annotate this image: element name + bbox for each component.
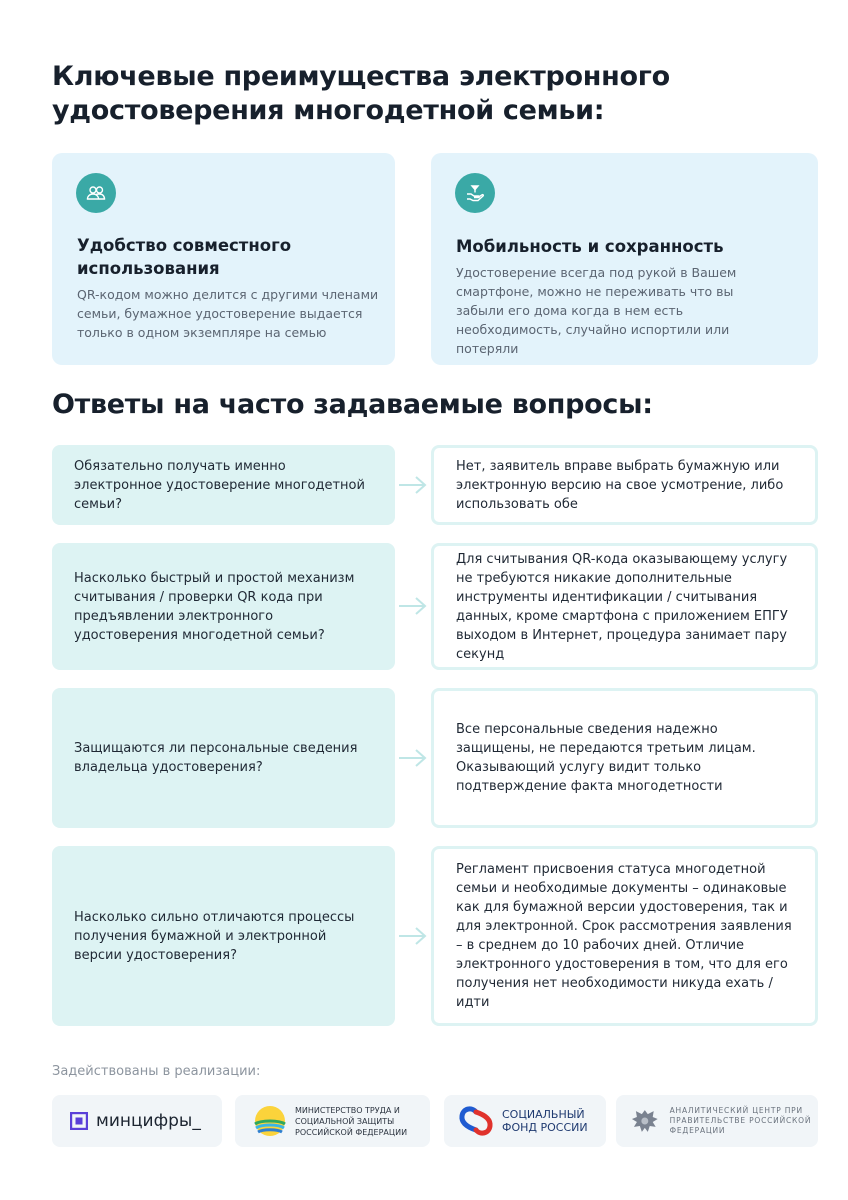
faq-question — [52, 846, 395, 1026]
faq-question-text: Защищаются ли персональные сведения владельца удостоверения? — [74, 741, 358, 775]
advantage-card-mobility — [431, 153, 818, 365]
advantage-title: Удобство совместного использования — [77, 236, 292, 278]
faq-answer — [431, 688, 818, 828]
faq-answer — [431, 846, 818, 1026]
faq-answer-text: Для считывания QR-кода оказывающему услугу не требуются никакие дополнительные инструменты идентификации / считывания данных, кроме смартфона с приложением ЕПГУ выходом в Интернет, процедура занимает пару секунд — [456, 551, 788, 662]
partners-label: Задействованы в реализации: — [52, 1064, 261, 1079]
arrow-right-icon — [395, 746, 431, 770]
faq-title: Ответы на часто задаваемые вопросы: — [52, 389, 653, 420]
arrow-right-icon — [395, 473, 431, 497]
partner-name: минцифры_ — [96, 1111, 201, 1131]
partner-name: МИНИСТЕРСТВО ТРУДА И СОЦИАЛЬНОЙ ЗАЩИТЫ РОССИЙСКОЙ ФЕДЕРАЦИИ — [295, 1105, 408, 1137]
advantage-text: Удостоверение всегда под рукой в Вашем смартфоне, можно не переживать что вы забыли его дома когда в нем есть необходимость, случайно испортили или потеряли — [456, 265, 737, 356]
hand-heart-icon — [455, 173, 495, 213]
partner-name: АНАЛИТИЧЕСКИЙ ЦЕНТР ПРИ ПРАВИТЕЛЬСТВЕ РОССИЙСКОЙ ФЕДЕРАЦИИ — [669, 1106, 812, 1135]
faq-question — [52, 543, 395, 670]
faq-answer-text: Регламент присвоения статуса многодетной семьи и необходимые документы – одинаковые как для бумажной версии удостоверения, так и для электронной. Срок рассмотрения заявления – в среднем до 10 рабочих дней. Отличие электронного удостоверения в том, что для его получения нет необходимости никуда ехать / идти — [456, 862, 792, 1010]
faq-question-text: Насколько сильно отличаются процессы получения бумажной и электронной версии удостоверения? — [74, 909, 355, 963]
advantage-title: Мобильность и сохранность — [456, 237, 724, 256]
faq-answer-text: Нет, заявитель вправе выбрать бумажную или электронную версию на свое усмотрение, либо использовать обе — [456, 458, 784, 512]
faq-question-text: Обязательно получать именно электронное удостоверение многодетной семьи? — [74, 458, 365, 512]
faq-question — [52, 688, 395, 828]
arrow-right-icon — [395, 594, 431, 618]
arrow-right-icon — [395, 924, 431, 948]
advantage-card-sharing — [52, 153, 395, 365]
sfr-logo — [458, 1104, 494, 1138]
advantage-text: QR-кодом можно делится с другими членами семьи, бумажное удостоверение выдается только в одном экземпляре на семью — [77, 287, 379, 340]
faq-question — [52, 445, 395, 525]
partner-mincifry — [52, 1095, 222, 1147]
faq-question-text: Насколько быстрый и простой механизм считывания / проверки QR кода при предъявлении электронного удостоверения многодетной семьи? — [74, 570, 355, 643]
partner-mintrud — [235, 1095, 430, 1147]
faq-answer — [431, 543, 818, 670]
faq-answer — [431, 445, 818, 525]
advantages-title: Ключевые преимущества электронного удостоверения многодетной семьи: — [52, 61, 670, 126]
mincifry-logo — [70, 1112, 88, 1130]
mintrud-logo — [253, 1104, 287, 1138]
partner-sfr — [444, 1095, 606, 1147]
partner-analytical-center — [616, 1095, 818, 1147]
faq-answer-text: Все персональные сведения надежно защищены, не передаются третьим лицам. Оказывающий услугу видит только подтверждение факта многодетности — [456, 722, 756, 794]
eagle-emblem — [628, 1104, 662, 1138]
people-icon — [76, 173, 116, 213]
partner-name: СОЦИАЛЬНЫЙ ФОНД РОССИИ — [502, 1108, 588, 1134]
